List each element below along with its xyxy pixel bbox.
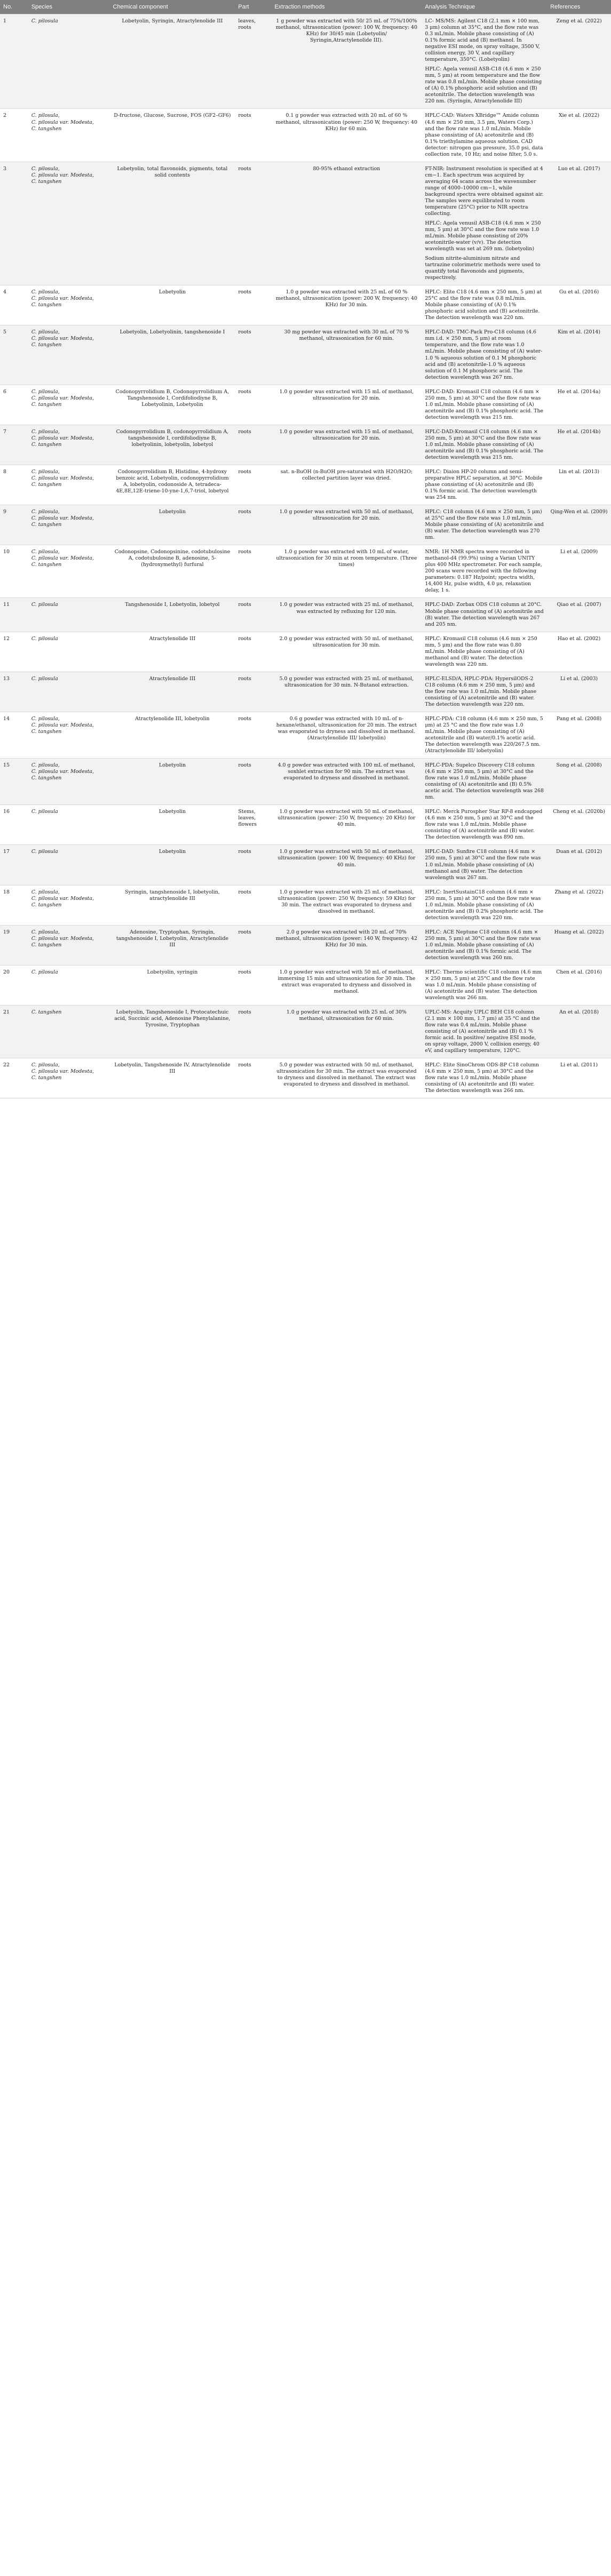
- species-name: C. pilosula: [31, 675, 58, 682]
- part-cell: roots: [235, 1058, 271, 1098]
- analysis-paragraph: HPLC: Diaion HP-20 column and semi-preparative HPLC separation, at 30°C. Mobile phase consisting of (A) acetonitrile and (B) 0.1% formic acid. The detection wavelength was 254 nm.: [425, 468, 543, 501]
- row-number: 13: [0, 672, 28, 712]
- extraction-method-cell: 30 mg powder was extracted with 30 mL of 70 % methanol, ultrasonication for 60 min.: [271, 325, 422, 385]
- analysis-paragraph: LC- MS/MS: Agilent C18 (2.1 mm × 100 mm, 3 μm) column at 35°C, and the flow rate was 0.3 mL/min. Mobile phase consisting of (A) 0.1% formic acid and (B) methanol. In negative ESI mode, on spray voltage, 3500 V, collision energy, 30 V, and capillary temperature, 350°C. (Lobetyolin): [425, 18, 540, 63]
- row-number: 1: [0, 14, 28, 109]
- reference-cell: Li et al. (2003): [547, 672, 611, 712]
- analysis-paragraph: HPLC-CAD: Waters XBridge™ Amide column (4.6 mm × 250 mm, 3.5 μm, Waters Corp.) and the flow rate was 1.0 mL/min. Mobile phase consisting of (A) acetonitrile and (B) 0.1% triethylamine aqueous solution. CAD detector: nitrogen gas pressure, 35.0 psi, data collection rate, 10 Hz; and noise filter, 5.0 s.: [425, 113, 543, 157]
- species-cell: [28, 965, 110, 1005]
- analysis-technique-cell: [422, 632, 547, 672]
- species-cell: [28, 712, 110, 758]
- species-name: C. pilosula,: [31, 468, 60, 475]
- table-row: [0, 425, 611, 465]
- row-number: 18: [0, 885, 28, 925]
- chemical-component-cell: Lobetyolin: [110, 805, 235, 845]
- species-cell: [28, 285, 110, 325]
- reference-cell: Qiao et al. (2007): [547, 598, 611, 632]
- chemical-component-cell: Syringin, tangshenoside I, lobetyolin, atractylenolide III: [110, 885, 235, 925]
- analysis-technique-cell: [422, 965, 547, 1005]
- part-cell: leaves, roots: [235, 14, 271, 109]
- analysis-technique-cell: [422, 672, 547, 712]
- species-name: C. pilosula var. Modesta,: [31, 895, 94, 902]
- chemical-component-cell: Lobetyolin, total flavonoids, pigments, total solid contents: [110, 162, 235, 285]
- part-cell: roots: [235, 672, 271, 712]
- table-body: [0, 14, 611, 1098]
- analysis-technique-cell: [422, 598, 547, 632]
- analysis-paragraph: HPLC: C18 column (4.6 mm × 250 mm, 5 μm) at 25°C and the flow rate was 1.0 mL/min. Mobile phase consisting of (A) acetonitrile and (B) water. The detection wavelength was 270 nm.: [425, 509, 544, 541]
- species-name: C. pilosula var. Modesta,: [31, 769, 94, 775]
- species-name: C. pilosula,: [31, 1062, 60, 1068]
- analysis-technique-cell: [422, 545, 547, 598]
- extraction-method-cell: 1.0 g powder was extracted with 15 mL of methanol, ultrasonication for 20 min.: [271, 425, 422, 465]
- row-number: 6: [0, 385, 28, 425]
- species-name: C. pilosula,: [31, 165, 60, 172]
- species-name: C. tangshen: [31, 728, 62, 735]
- species-name: C. tangshen: [31, 902, 62, 908]
- species-name: C. pilosula var. Modesta,: [31, 119, 94, 125]
- part-cell: roots: [235, 712, 271, 758]
- species-name: C. pilosula var. Modesta,: [31, 515, 94, 522]
- species-cell: [28, 109, 110, 162]
- data-table: [0, 0, 611, 1098]
- table-row: [0, 545, 611, 598]
- table-row: [0, 385, 611, 425]
- table-row: [0, 325, 611, 385]
- analysis-technique-cell: [422, 712, 547, 758]
- chemical-component-cell: Codonopyrrolidium B, codonopyrrolidium A, tangshenoside I, cordifoliodiyne B, lobetyolinin, lobetyolin, lobetyol: [110, 425, 235, 465]
- extraction-method-cell: 1.0 g powder was extracted with 25 mL of 30% methanol, ultrasonication for 60 min.: [271, 1006, 422, 1058]
- species-name: C. pilosula: [31, 849, 58, 855]
- species-name: C. pilosula,: [31, 113, 60, 119]
- species-name: C. tangshen: [31, 562, 62, 568]
- species-cell: [28, 885, 110, 925]
- analysis-paragraph: Sodium nitrite-aluminium nitrate and tartrazine colorimetric methods were used to quantify total flavonoids and pigments, respectively.: [425, 256, 541, 281]
- species-name: C. tangshen: [31, 125, 62, 132]
- chemical-component-cell: D-fructose, Glucose, Sucrose, FOS (GF2–GF6): [110, 109, 235, 162]
- table-row: [0, 672, 611, 712]
- species-name: C. pilosula,: [31, 509, 60, 515]
- chemical-component-cell: Lobetyolin, syringin: [110, 965, 235, 1005]
- analysis-technique-cell: [422, 385, 547, 425]
- species-name: C. pilosula,: [31, 929, 60, 935]
- species-name: C. pilosula,: [31, 428, 60, 435]
- analysis-technique-cell: [422, 285, 547, 325]
- analysis-paragraph: HPLC: Thermo scientific C18 column (4.6 mm × 250 mm, 5 μm) at 25°C and the flow rate was 1.0 mL/min. Mobile phase consisting of (A) acetonitrile and (B) water. The detection wavelength was 266 nm.: [425, 969, 542, 1001]
- species-cell: [28, 672, 110, 712]
- species-cell: [28, 14, 110, 109]
- reference-cell: He et al. (2014b): [547, 425, 611, 465]
- table-row: [0, 1058, 611, 1098]
- row-number: 12: [0, 632, 28, 672]
- table-row: [0, 845, 611, 885]
- row-number: 19: [0, 925, 28, 965]
- analysis-paragraph: HPLC: Merck Purospher Star RP-8 endcapped (4.6 mm × 250 mm, 5 μm) at 30°C and the flow rate was 1.0 mL/min. Mobile phase consisting of (A) acetonitrile and (B) water. The detection wavelength was 890 nm.: [425, 809, 543, 841]
- analysis-technique-cell: [422, 109, 547, 162]
- table-row: [0, 14, 611, 109]
- header-references: References: [547, 0, 611, 14]
- table-row: [0, 109, 611, 162]
- reference-cell: An et al. (2018): [547, 1006, 611, 1058]
- analysis-technique-cell: [422, 1006, 547, 1058]
- analysis-technique-cell: [422, 845, 547, 885]
- extraction-method-cell: 2.0 g powder was extracted with 20 mL of 70% methanol, ultrasonication (power: 140 W, frequency: 42 KHz) for 30 min.: [271, 925, 422, 965]
- header-part: Part: [235, 0, 271, 14]
- species-name: C. tangshen: [31, 342, 62, 348]
- part-cell: roots: [235, 505, 271, 545]
- extraction-method-cell: 4.0 g powder was extracted with 100 mL of methanol, soxhlet extraction for 90 min. The extract was evaporated to dryness and dissolved in methanol.: [271, 759, 422, 805]
- analysis-technique-cell: [422, 162, 547, 285]
- table-row: [0, 505, 611, 545]
- analysis-technique-cell: [422, 505, 547, 545]
- table-row: [0, 925, 611, 965]
- part-cell: roots: [235, 465, 271, 505]
- analysis-paragraph: HPLC-DAD: Kromasil C18 column (4.6 mm × 250 mm, 5 μm) at 30°C and the flow rate was 1.0 mL/min. Mobile phase consisting of (A) acetonitrile and (B) 0.1% phosphoric acid. The detection wavelength was 215 nm.: [425, 388, 544, 420]
- table-row: [0, 162, 611, 285]
- extraction-method-cell: 5.0 g powder was extracted with 25 mL of methanol, ultrasonication for 30 min. N-Butanol extraction.: [271, 672, 422, 712]
- species-cell: [28, 925, 110, 965]
- header-analysis-technique: Analysis Technique: [422, 0, 547, 14]
- extraction-method-cell: 1.0 g powder was extracted with 25 mL of 60 % methanol, ultrasonication (power: 200 W, frequency: 40 KHz) for 30 min.: [271, 285, 422, 325]
- reference-cell: Pang et al. (2008): [547, 712, 611, 758]
- analysis-paragraph: HPLC-PDA: Supelco Discovery C18 column (4.6 mm × 250 mm, 5 μm) at 30°C and the flow rate was 1.0 mL/min. Mobile phase consisting of (A) acetonitrile and (B) 0.5% acetic acid. The detection wavelength was 268 nm.: [425, 762, 544, 801]
- species-name: C. pilosula var. Modesta,: [31, 722, 94, 728]
- analysis-technique-cell: [422, 325, 547, 385]
- analysis-paragraph: HPLC: Elite C18 (4.6 mm × 250 mm, 5 μm) at 25°C and the flow rate was 0.8 mL/min. Mobile phase consisting of (A) 0.1% phosphoric acid solution and (B) acetonitrile. The detection wavelength was 220 nm.: [425, 289, 542, 321]
- table-row: [0, 965, 611, 1005]
- chemical-component-cell: Lobetyolin: [110, 285, 235, 325]
- row-number: 22: [0, 1058, 28, 1098]
- reference-cell: Chen et al. (2016): [547, 965, 611, 1005]
- reference-cell: Gu et al. (2016): [547, 285, 611, 325]
- part-cell: roots: [235, 885, 271, 925]
- analysis-paragraph: HPLC: InertSustainC18 column (4.6 mm × 250 mm, 5 μm) at 30°C and the flow rate was 1.0 mL/min. Mobile phase consisting of (A) acetonitrile and (B) 0.2% phosphoric acid. The detection wavelength was 220 nm.: [425, 889, 544, 921]
- analysis-technique-cell: [422, 465, 547, 505]
- species-name: C. pilosula,: [31, 289, 60, 296]
- analysis-paragraph: HPLC-ELSD/A, HPLC-PDA: HypersilODS-2 C18 column (4.6 mm × 250 mm, 5 μm) and the flow rate was 1.0 mL/min. Mobile phase consisting of (A) acetonitrile and (B) water. The detection wavelength was 220 nm.: [425, 675, 537, 707]
- analysis-paragraph: UPLC-MS: Acquity UPLC BEH C18 column (2.1 mm × 100 mm, 1.7 μm) at 35 °C and the flow rate was 0.4 mL/min. Mobile phase consisting of (A) acetonitrile and (B) 0.1 % formic acid. In positive/ negative ESI mode, on spray voltage, 2000 V, collision energy, 40 eV, and capillary temperature, 120°C.: [425, 1009, 540, 1054]
- chemical-component-cell: Tangshenoside I, Lobetyolin, lobetyol: [110, 598, 235, 632]
- row-number: 14: [0, 712, 28, 758]
- table-row: [0, 465, 611, 505]
- analysis-technique-cell: [422, 925, 547, 965]
- species-name: C. pilosula var. Modesta,: [31, 1068, 94, 1075]
- part-cell: roots: [235, 759, 271, 805]
- reference-cell: Song et al. (2008): [547, 759, 611, 805]
- row-number: 3: [0, 162, 28, 285]
- extraction-method-cell: 0.6 g powder was extracted with 10 mL of n-hexane/ethanol, ultrasonication for 20 min. The extract was evaporated to dryness and dissolved in methanol. (Atractylenolide III/ lobetyolin): [271, 712, 422, 758]
- extraction-method-cell: 1.0 g powder was extracted with 10 mL of water, ultrasonication for 30 min at room temperature. (Three times): [271, 545, 422, 598]
- species-name: C. tangshen: [31, 1009, 62, 1016]
- table-row: [0, 759, 611, 805]
- row-number: 11: [0, 598, 28, 632]
- extraction-method-cell: 0.1 g powder was extracted with 20 mL of 60 % methanol, ultrasonication (power: 250 W, frequency: 40 KHz) for 60 min.: [271, 109, 422, 162]
- extraction-method-cell: 1.0 g powder was extracted with 50 mL of methanol, ultrasonication (power: 100 W, frequency: 40 KHz) for 40 min.: [271, 845, 422, 885]
- analysis-technique-cell: [422, 14, 547, 109]
- analysis-paragraph: HPLC-PDA: C18 column (4.6 mm × 250 mm, 5 μm) at 25 °C and the flow rate was 1.0 mL/min. Mobile phase consisting of (A) acetonitrile and (B) water/0.1% acetic acid. The detection wavelength was 220/267.5 nm. (Atractylenolide III/ lobetyolin): [425, 715, 543, 754]
- species-name: C. pilosula var. Modesta,: [31, 435, 94, 441]
- species-name: C. pilosula,: [31, 329, 60, 336]
- chemical-component-cell: Lobetyolin: [110, 759, 235, 805]
- reference-cell: Kim et al. (2014): [547, 325, 611, 385]
- part-cell: roots: [235, 325, 271, 385]
- reference-cell: Hao et al. (2002): [547, 632, 611, 672]
- species-cell: [28, 162, 110, 285]
- chemical-component-cell: Lobetyolin, Tangshenoside IV, Atractylenolide III: [110, 1058, 235, 1098]
- chemical-component-cell: Atractylenolide III: [110, 672, 235, 712]
- analysis-technique-cell: [422, 1058, 547, 1098]
- reference-cell: He et al. (2014a): [547, 385, 611, 425]
- part-cell: roots: [235, 632, 271, 672]
- species-name: C. tangshen: [31, 1075, 62, 1081]
- chemical-component-cell: Lobetyolin, Syringin, Atractylenolide III: [110, 14, 235, 109]
- part-cell: roots: [235, 845, 271, 885]
- species-cell: [28, 385, 110, 425]
- part-cell: roots: [235, 109, 271, 162]
- part-cell: roots: [235, 925, 271, 965]
- analysis-paragraph: HPLC-DAD: Zorbax ODS C18 column at 20°C. Mobile phase consisting of (A) acetonitrile and (B) water. The detection wavelength was 267 and 205 nm.: [425, 602, 544, 627]
- species-name: C. tangshen: [31, 522, 62, 528]
- extraction-method-cell: 1.0 g powder was extracted with 25 mL of methanol, ultrasonication (power: 250 W, frequency: 59 KHz) for 30 min. The extract was evaporated to dryness and dissolved in methanol.: [271, 885, 422, 925]
- reference-cell: Lin et al. (2013): [547, 465, 611, 505]
- analysis-paragraph: HPLC: Elite SinoChrom ODS-BP C18 column (4.6 mm × 250 mm, 5 μm) at 30°C and the flow rate was 1.0 mL/min. Mobile phase consisting of (A) acetonitrile and (B) water. The detection wavelength was 266 nm.: [425, 1062, 539, 1094]
- row-number: 21: [0, 1006, 28, 1058]
- row-number: 16: [0, 805, 28, 845]
- header-no: No.: [0, 0, 28, 14]
- species-name: C. pilosula: [31, 809, 58, 815]
- table-row: [0, 1006, 611, 1058]
- extraction-method-cell: 80-95% ethanol extraction: [271, 162, 422, 285]
- analysis-paragraph: HPLC: Agela venusil ASB-C18 (4.6 mm × 250 mm, 5 μm) at 30°C and the flow rate was 1.0 mL/min. Mobile phase consisting of 20% acetonitrile-water (v/v). The detection wavelength was set at 269 nm. (lobetyolin): [425, 220, 541, 252]
- part-cell: roots: [235, 385, 271, 425]
- reference-cell: Luo et al. (2017): [547, 162, 611, 285]
- row-number: 5: [0, 325, 28, 385]
- species-name: C. pilosula var. Modesta,: [31, 555, 94, 562]
- species-name: C. tangshen: [31, 441, 62, 448]
- table-row: [0, 285, 611, 325]
- analysis-technique-cell: [422, 805, 547, 845]
- header-chemical-component: Chemical component: [110, 0, 235, 14]
- analysis-paragraph: HPLC-DAD:Kromasil C18 column (4.6 mm × 250 mm, 5 μm) at 30°C and the flow rate was 1.0 mL/min. Mobile phase consisting of (A) acetonitrile and (B) 0.1% phosphoric acid. The detection wavelength was 215 nm.: [425, 428, 544, 460]
- reference-cell: Zhang et al. (2022): [547, 885, 611, 925]
- row-number: 8: [0, 465, 28, 505]
- species-name: C. tangshen: [31, 302, 62, 308]
- species-name: C. pilosula var. Modesta,: [31, 296, 94, 302]
- extraction-method-cell: 2.0 g powder was extracted with 50 mL of methanol, ultrasonication for 30 min.: [271, 632, 422, 672]
- species-cell: [28, 545, 110, 598]
- species-cell: [28, 598, 110, 632]
- reference-cell: Li et al. (2011): [547, 1058, 611, 1098]
- part-cell: roots: [235, 162, 271, 285]
- analysis-paragraph: NMR: 1H NMR spectra were recorded in methanol-d4 (99.9%) using a Varian UNITY plus 400 MHz spectrometer. For each sample, 200 scans were recorded with the following parameters: 0.187 Hz/point; spectra width, 14,400 Hz, pulse width, 4.0 μs, relaxation delay, 1 s.: [425, 549, 542, 594]
- species-name: C. tangshen: [31, 942, 62, 948]
- species-name: C. tangshen: [31, 178, 62, 185]
- row-number: 20: [0, 965, 28, 1005]
- reference-cell: Duan et al. (2012): [547, 845, 611, 885]
- table-row: [0, 805, 611, 845]
- reference-cell: Xie et al. (2022): [547, 109, 611, 162]
- chemical-component-cell: Codonopyrrolidium B, Codonopyrrolidium A, Tangshenoside I, Cordifoliodiyne B, Lobetyolinin, Lobetyolin: [110, 385, 235, 425]
- chemical-component-cell: Codonopsine, Codonopsinine, codotubulosine A, codotubulosine B, adenosine, 5-(hydroxymethyl) furfural: [110, 545, 235, 598]
- extraction-method-cell: 1 g powder was extracted with 50/ 25 mL of 75%/100% methanol, ultrasonication (power: 100 W, frequency: 40 KHz) for 30/45 min (Lobetyolin/ Syringin,Atractylenolide III).: [271, 14, 422, 109]
- extraction-method-cell: 1.0 g powder was extracted with 50 mL of methanol, immersing 15 min and ultrasonication for 30 min. The extract was evaporated to dryness and dissolved in methanol.: [271, 965, 422, 1005]
- analysis-paragraph: HPLC: Agela venusil ASB-C18 (4.6 mm × 250 mm, 5 μm) at room temperature and the flow rate was 0.8 mL/min. Mobile phase consisting of (A) 0.1% phosphoric acid solution and (B) acetonitrile. The detection wavelength was 220 nm. (Syringin, Atractylenolide III): [425, 66, 542, 105]
- species-name: C. tangshen: [31, 775, 62, 781]
- table-row: [0, 712, 611, 758]
- table-row: [0, 598, 611, 632]
- header-extraction-methods: Extraction methods: [271, 0, 422, 14]
- chemical-component-cell: Lobetyolin: [110, 505, 235, 545]
- header-row: [0, 0, 611, 14]
- part-cell: roots: [235, 545, 271, 598]
- species-name: C. pilosula var. Modesta,: [31, 172, 94, 178]
- species-cell: [28, 1058, 110, 1098]
- species-cell: [28, 505, 110, 545]
- species-cell: [28, 325, 110, 385]
- species-name: C. pilosula var. Modesta,: [31, 935, 94, 942]
- species-name: C. pilosula: [31, 635, 58, 642]
- reference-cell: Li et al. (2009): [547, 545, 611, 598]
- extraction-method-cell: 1.0 g powder was extracted with 50 mL of methanol, ultrasonication (power: 250 W, frequency: 20 KHz) for 40 min.: [271, 805, 422, 845]
- chemical-component-cell: Lobetyolin, Tangshenoside I, Protocatechuic acid, Succinic acid, Adenosine Phenylalanine, Tyrosine, Tryptophan: [110, 1006, 235, 1058]
- extraction-method-cell: sat. n-BuOH (n-BuOH pre-saturated with H2O/H2O; collected partition layer was dried.: [271, 465, 422, 505]
- extraction-method-cell: 1.0 g powder was extracted with 25 mL of methanol, was extracted by refluxing for 120 min.: [271, 598, 422, 632]
- row-number: 7: [0, 425, 28, 465]
- chemical-component-cell: Atractylenolide III, lobetyolin: [110, 712, 235, 758]
- part-cell: roots: [235, 965, 271, 1005]
- species-cell: [28, 759, 110, 805]
- species-cell: [28, 805, 110, 845]
- table-row: [0, 632, 611, 672]
- species-name: C. pilosula,: [31, 762, 60, 769]
- row-number: 9: [0, 505, 28, 545]
- analysis-paragraph: HPLC: Kromasil C18 column (4.6 mm × 250 mm, 5 μm) and the flow rate was 0.80 mL/min. Mobile phase consisting of (A) methanol and (B) water. The detection wavelength was 220 nm.: [425, 635, 537, 667]
- analysis-technique-cell: [422, 885, 547, 925]
- row-number: 15: [0, 759, 28, 805]
- species-name: C. pilosula,: [31, 715, 60, 722]
- row-number: 17: [0, 845, 28, 885]
- reference-cell: Zeng et al. (2022): [547, 14, 611, 109]
- chemical-component-cell: Adenosine, Tryptophan, Syringin, tangshenoside I, Lobetyolin, Atractylenolide III: [110, 925, 235, 965]
- species-cell: [28, 465, 110, 505]
- species-name: C. pilosula,: [31, 889, 60, 895]
- species-name: C. pilosula: [31, 969, 58, 975]
- species-name: C. tangshen: [31, 482, 62, 488]
- table-row: [0, 885, 611, 925]
- chemical-component-cell: Lobetyolin, Lobetyolinin, tangshenoside I: [110, 325, 235, 385]
- part-cell: roots: [235, 1006, 271, 1058]
- analysis-paragraph: HPLC-DAD: Sunfire C18 column (4.6 mm × 250 mm, 5 μm) at 30°C and the flow rate was 1.0 mL/min. Mobile phase consisting of (A) methanol and (B) water. The detection wavelength was 267 nm.: [425, 849, 541, 881]
- reference-cell: Cheng et al. (2020b): [547, 805, 611, 845]
- species-cell: [28, 1006, 110, 1058]
- species-name: C. pilosula: [31, 602, 58, 608]
- species-cell: [28, 845, 110, 885]
- extraction-method-cell: 1.0 g powder was extracted with 15 mL of methanol, ultrasonication for 20 min.: [271, 385, 422, 425]
- species-name: C. pilosula var. Modesta,: [31, 475, 94, 481]
- reference-cell: Qing-Wen et al. (2009): [547, 505, 611, 545]
- species-cell: [28, 632, 110, 672]
- part-cell: roots: [235, 598, 271, 632]
- part-cell: roots: [235, 285, 271, 325]
- table-header: [0, 0, 611, 14]
- analysis-paragraph: FT-NIR: Instrument resolution is specified at 4 cm−1. Each spectrum was acquired by averaging 64 scans across the wavenumber range of 4000–10000 cm−1, while background spectra were obtained against air. The samples were equilibrated to room temperature (25°C) prior to NIR spectra collecting.: [425, 165, 544, 217]
- species-name: C. pilosula var. Modesta,: [31, 395, 94, 401]
- extraction-method-cell: 5.0 g powder was extracted with 50 mL of methanol, ultrasonication for 30 min. The extract was evaporated to dryness and dissolved in methanol. The extract was evaporated to dryness and dissolved in methanol.: [271, 1058, 422, 1098]
- species-name: C. pilosula,: [31, 549, 60, 555]
- species-name: C. pilosula: [31, 18, 58, 25]
- species-name: C. pilosula,: [31, 388, 60, 395]
- species-name: C. pilosula var. Modesta,: [31, 336, 94, 342]
- species-name: C. tangshen: [31, 401, 62, 408]
- chemical-component-cell: Codonopyrrolidium B, Histidine, 4-hydroxy benzoic acid, Lobetyolin, codonopyrrolidium A, lobetyolin, codonoside A, tetradeca-4E,8E,12E-triene-10-yne-1,6,7-triol, lobetyol: [110, 465, 235, 505]
- analysis-paragraph: HPLC-DAD: TMC-Pack Pro-C18 column (4.6 mm i.d. × 250 mm, 5 μm) at room temperature, and the flow rate was 1.0 mL/min. Mobile phase consisting of (A) water-1.0 % aqueous solution of 0.1 M phosphoric acid and (B) acetonitrile-1.0 % aqueous solution of 0.1 M phosphoric acid. The detection wavelength was 267 nm.: [425, 329, 543, 380]
- chemical-component-cell: Atractylenolide III: [110, 632, 235, 672]
- row-number: 4: [0, 285, 28, 325]
- reference-cell: Huang et al. (2022): [547, 925, 611, 965]
- extraction-method-cell: 1.0 g powder was extracted with 50 mL of methanol, ultrasonication for 20 min.: [271, 505, 422, 545]
- analysis-technique-cell: [422, 425, 547, 465]
- analysis-technique-cell: [422, 759, 547, 805]
- analysis-paragraph: HPLC: ACE Neptune C18 column (4.6 mm × 250 mm, 5 μm) at 30°C and the flow rate was 1.0 mL/min. Mobile phase consisting of (A) acetonitrile and (B) 0.1% formic acid. The detection wavelength was 260 nm.: [425, 929, 541, 961]
- part-cell: Stems, leaves, flowers: [235, 805, 271, 845]
- row-number: 2: [0, 109, 28, 162]
- part-cell: roots: [235, 425, 271, 465]
- row-number: 10: [0, 545, 28, 598]
- species-cell: [28, 425, 110, 465]
- chemical-component-cell: Lobetyolin: [110, 845, 235, 885]
- header-species: Species: [28, 0, 110, 14]
